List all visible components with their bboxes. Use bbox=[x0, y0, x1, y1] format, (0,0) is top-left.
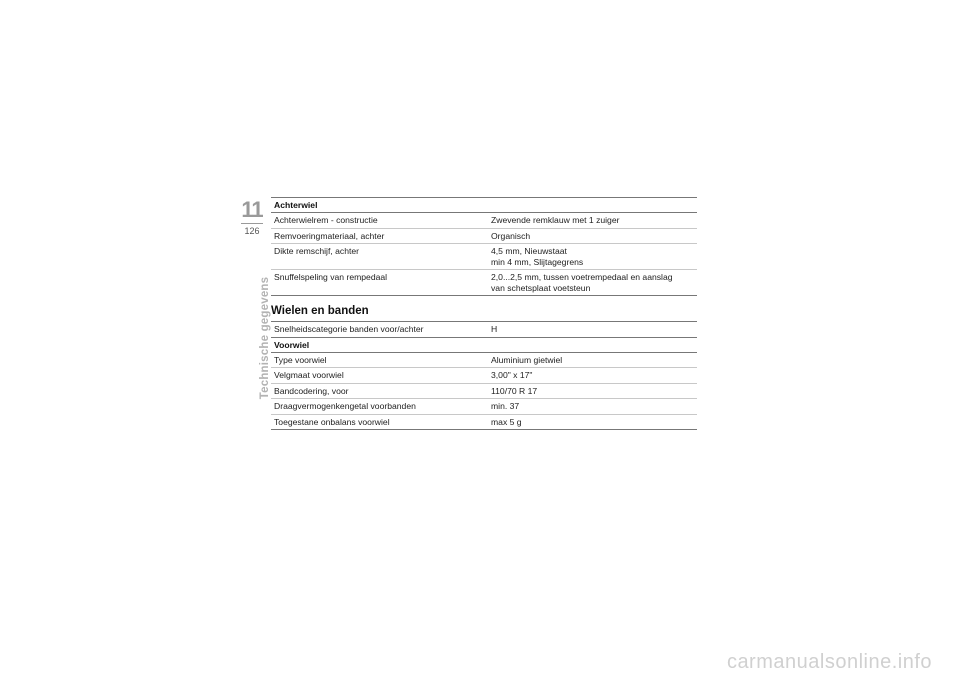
spec-label: Remvoeringmateriaal, achter bbox=[274, 230, 385, 241]
spec-value: 3,00" x 17" bbox=[491, 370, 533, 380]
table-row bbox=[271, 213, 697, 229]
spec-label: Toegestane onbalans voorwiel bbox=[274, 416, 390, 427]
spec-value: Aluminium gietwiel bbox=[491, 354, 563, 365]
table-row bbox=[271, 368, 697, 384]
spec-value: Zwevende remklauw met 1 zuiger bbox=[491, 215, 620, 225]
spec-value: 110/70 R 17 bbox=[491, 385, 538, 396]
spec-label: Snelheidscategorie banden voor/achter bbox=[274, 324, 424, 334]
rear-wheel-heading: Achterwiel bbox=[271, 197, 697, 213]
page-number: 126 bbox=[244, 226, 260, 236]
spec-label: Velgmaat voorwiel bbox=[274, 370, 344, 380]
spec-value-multiline bbox=[488, 270, 697, 295]
table-row bbox=[271, 229, 697, 245]
spec-value: H bbox=[491, 324, 498, 334]
spec-value-line: 2,0...2,5 mm, tussen voetrempedaal en aanslag bbox=[491, 272, 673, 282]
spec-value-line: van schetsplaat voetsteun bbox=[491, 282, 591, 293]
table-row bbox=[271, 270, 697, 296]
table-row bbox=[271, 353, 697, 369]
spec-value-line: 4,5 mm, Nieuwstaat bbox=[491, 246, 567, 256]
spec-content bbox=[271, 197, 697, 430]
table-row bbox=[271, 321, 697, 338]
spec-label: Achterwielrem - constructie bbox=[274, 215, 378, 225]
table-row bbox=[271, 244, 697, 270]
table-row bbox=[271, 399, 697, 415]
table-row bbox=[271, 415, 697, 431]
chapter-divider bbox=[241, 223, 263, 224]
table-row bbox=[271, 384, 697, 400]
spec-label: Bandcodering, voor bbox=[274, 385, 349, 396]
spec-label: Snuffelspeling van rempedaal bbox=[274, 272, 388, 282]
spec-value-line: min 4 mm, Slijtagegrens bbox=[491, 256, 584, 267]
spec-label: Type voorwiel bbox=[274, 354, 327, 365]
section-title: Wielen en banden bbox=[271, 305, 369, 317]
chapter-title-vertical: Technische gegevens bbox=[259, 276, 271, 400]
watermark: carmanualsonline.info bbox=[726, 651, 932, 673]
front-wheel-heading: Voorwiel bbox=[271, 338, 697, 353]
spec-label: Dikte remschijf, achter bbox=[274, 246, 360, 256]
spec-label: Draagvermogenkengetal voorbanden bbox=[274, 401, 416, 411]
spec-value: min. 37 bbox=[491, 401, 520, 411]
spec-value: Organisch bbox=[491, 230, 531, 241]
spec-value: max 5 g bbox=[491, 416, 522, 427]
spec-value-multiline bbox=[488, 244, 697, 269]
chapter-number: 11 bbox=[241, 197, 263, 222]
